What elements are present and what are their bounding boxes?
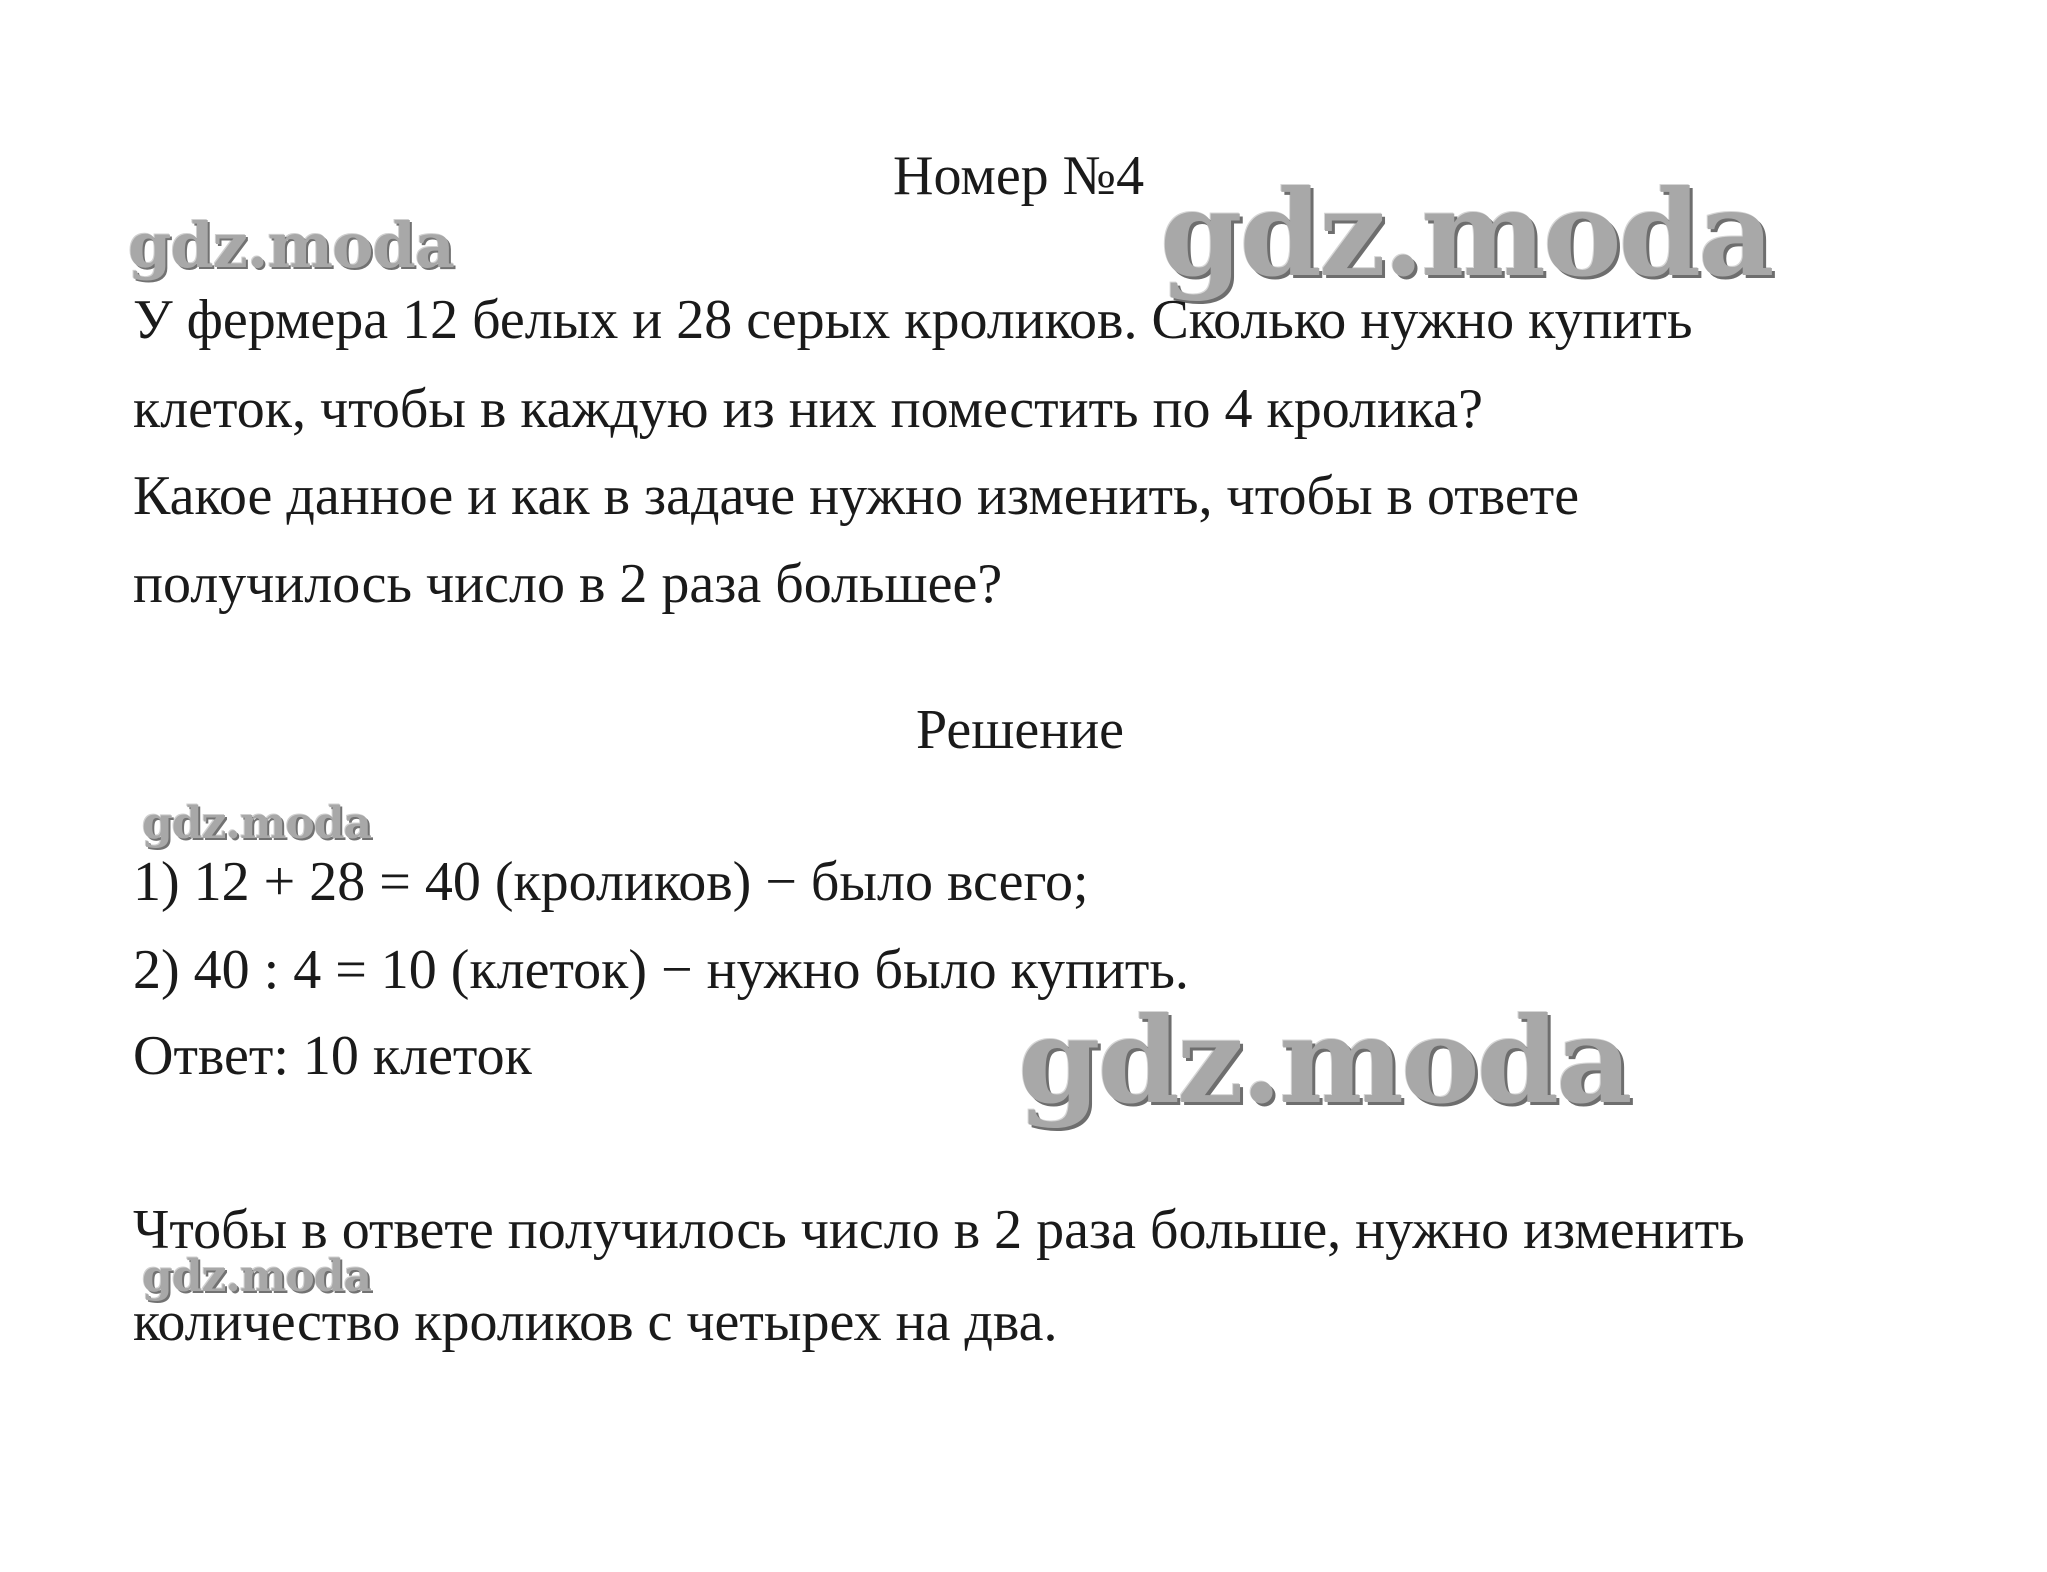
conclusion-line-1: Чтобы в ответе получилось число в 2 раза больше, нужно изменить <box>133 1199 1745 1261</box>
conclusion-line-2: количество кроликов с четырех на два. <box>133 1291 1058 1353</box>
answer-line: Ответ: 10 клеток <box>133 1025 532 1087</box>
watermark-mid-left: gdz.moda <box>142 798 372 849</box>
solution-step-1: 1) 12 + 28 = 40 (кроликов) − было всего; <box>133 851 1089 913</box>
watermark-top-left: gdz.moda <box>128 209 454 282</box>
watermark-bottom-left: gdz.moda <box>142 1251 372 1302</box>
solution-heading: Решение <box>916 699 1125 761</box>
problem-line-2: клеток, чтобы в каждую из них поместить по 4 кролика? <box>133 378 1483 440</box>
watermark-top-right: gdz.moda <box>1160 164 1772 303</box>
page-title: Номер №4 <box>893 145 1145 207</box>
solution-step-2: 2) 40 : 4 = 10 (клеток) − нужно было купить. <box>133 939 1189 1001</box>
problem-line-1: У фермера 12 белых и 28 серых кроликов. Сколько нужно купить <box>133 289 1693 351</box>
problem-line-4: получилось число в 2 раза большее? <box>133 553 1003 615</box>
problem-line-3: Какое данное и как в задаче нужно изменить, чтобы в ответе <box>133 465 1580 527</box>
watermark-mid-right: gdz.moda <box>1018 991 1630 1130</box>
